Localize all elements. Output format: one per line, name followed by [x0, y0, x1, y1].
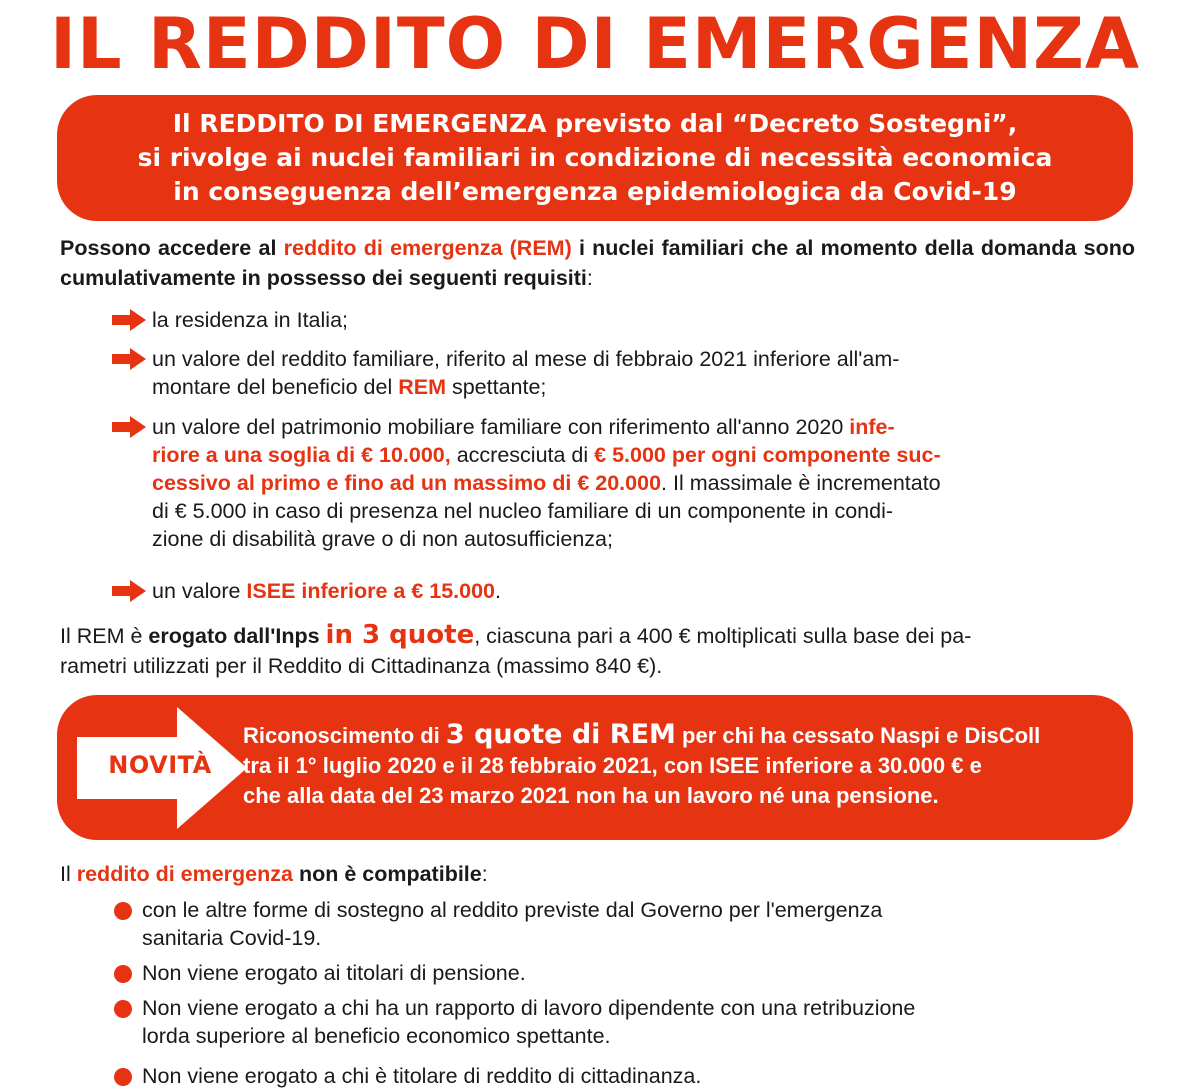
- req-text-2: i nuclei familiari che al momento della domanda sono cumulativamente in possesso dei seguenti requisiti: [60, 236, 1135, 290]
- incompat-text: Non viene erogato ai titolari di pensione.: [142, 961, 526, 985]
- intro-line-3: in conseguenza dell’emergenza epidemiologica da Covid-19: [173, 177, 1017, 206]
- incompat-text: Non viene erogato a chi è titolare di reddito di cittadinanza.: [142, 1064, 702, 1088]
- rem-quote-highlight: in 3 quote: [325, 620, 475, 650]
- req-item-text: accresciuta di: [450, 443, 595, 467]
- bullet-dot-icon: [114, 965, 132, 983]
- requirements-intro: [60, 233, 1135, 293]
- rem-text: , ciascuna pari a 400 € moltiplicati sulla base dei pa-: [474, 624, 972, 648]
- novita-line: per chi ha cessato Naspi e DisColl: [675, 723, 1041, 748]
- incompat-text: lorda superiore al beneficio economico spettante.: [142, 1024, 611, 1048]
- arrow-right-icon: [112, 348, 146, 370]
- intro-banner: [57, 95, 1133, 221]
- req-highlight: cessivo al primo e fino ad un massimo di € 20.000: [152, 471, 662, 495]
- rem-text: Il REM è: [60, 624, 149, 648]
- req-item-text: . Il massimale è incrementato: [661, 471, 941, 495]
- intro-line-2: si rivolge ai nuclei familiari in condizione di necessità economica: [137, 143, 1053, 172]
- compat-colon: :: [481, 862, 488, 886]
- page-title: IL REDDITO DI EMERGENZA: [49, 3, 1141, 85]
- rem-bold: erogato dall'Inps: [148, 624, 326, 648]
- req-highlight: riore a una soglia di € 10.000,: [152, 443, 451, 467]
- req-item-text: spettante;: [446, 375, 547, 399]
- novita-line: tra il 1° luglio 2020 e il 28 febbraio 2021, con ISEE inferiore a 30.000 € e: [243, 753, 982, 778]
- req-item-text: un valore del reddito familiare, riferito al mese di febbraio 2021 inferiore all'am-: [152, 347, 900, 371]
- compat-bold: non è compatibile: [292, 862, 482, 886]
- novita-label: NOVITÀ: [108, 751, 212, 779]
- req-highlight: ISEE inferiore a € 15.000: [246, 579, 496, 603]
- arrow-right-icon: [112, 309, 146, 331]
- bullet-dot-icon: [114, 902, 132, 920]
- req-item-text: di € 5.000 in caso di presenza nel nucleo familiare di un componente in condi-: [152, 499, 894, 523]
- bullet-dot-icon: [114, 1068, 132, 1086]
- req-item-text: la residenza in Italia;: [152, 308, 348, 332]
- incompat-text: con le altre forme di sostegno al reddito previste dal Governo per l'emergenza: [142, 898, 883, 922]
- bullet-dot-icon: [114, 1000, 132, 1018]
- req-highlight: infe-: [849, 415, 895, 439]
- req-item-text: un valore: [152, 579, 247, 603]
- intro-line-1: Il REDDITO DI EMERGENZA previsto dal “Decreto Sostegni”,: [172, 109, 1018, 138]
- rem-paragraph: [60, 620, 1135, 681]
- compat-highlight: reddito di emergenza: [76, 862, 293, 886]
- req-item-text: montare del beneficio del: [152, 375, 399, 399]
- req-item-text: zione di disabilità grave o di non autosufficienza;: [152, 527, 613, 551]
- incompat-text: Non viene erogato a chi ha un rapporto di lavoro dipendente con una retribuzione: [142, 996, 916, 1020]
- req-text-1: Possono accedere al: [60, 236, 284, 260]
- novita-highlight: 3 quote di REM: [445, 719, 676, 750]
- compat-heading: [60, 860, 488, 888]
- novita-banner: [57, 695, 1133, 840]
- arrow-right-icon: [112, 416, 146, 438]
- req-highlight: REM: [398, 375, 446, 399]
- novita-line: Riconoscimento di: [243, 723, 446, 748]
- req-highlight: € 5.000 per ogni componente suc-: [594, 443, 941, 467]
- req-item-text: un valore del patrimonio mobiliare familiare con riferimento all'anno 2020: [152, 415, 850, 439]
- compat-text: Il: [60, 862, 77, 886]
- arrow-right-icon: [112, 580, 146, 602]
- req-item-text: .: [495, 579, 501, 603]
- rem-text-line2: rametri utilizzati per il Reddito di Cittadinanza (massimo 840 €).: [60, 654, 663, 678]
- novita-line: che alla data del 23 marzo 2021 non ha un lavoro né una pensione.: [243, 783, 939, 808]
- incompat-text: sanitaria Covid-19.: [142, 926, 322, 950]
- novita-text: [243, 720, 1123, 811]
- req-highlight-rem: reddito di emergenza (REM): [283, 236, 572, 260]
- req-colon: :: [586, 266, 593, 290]
